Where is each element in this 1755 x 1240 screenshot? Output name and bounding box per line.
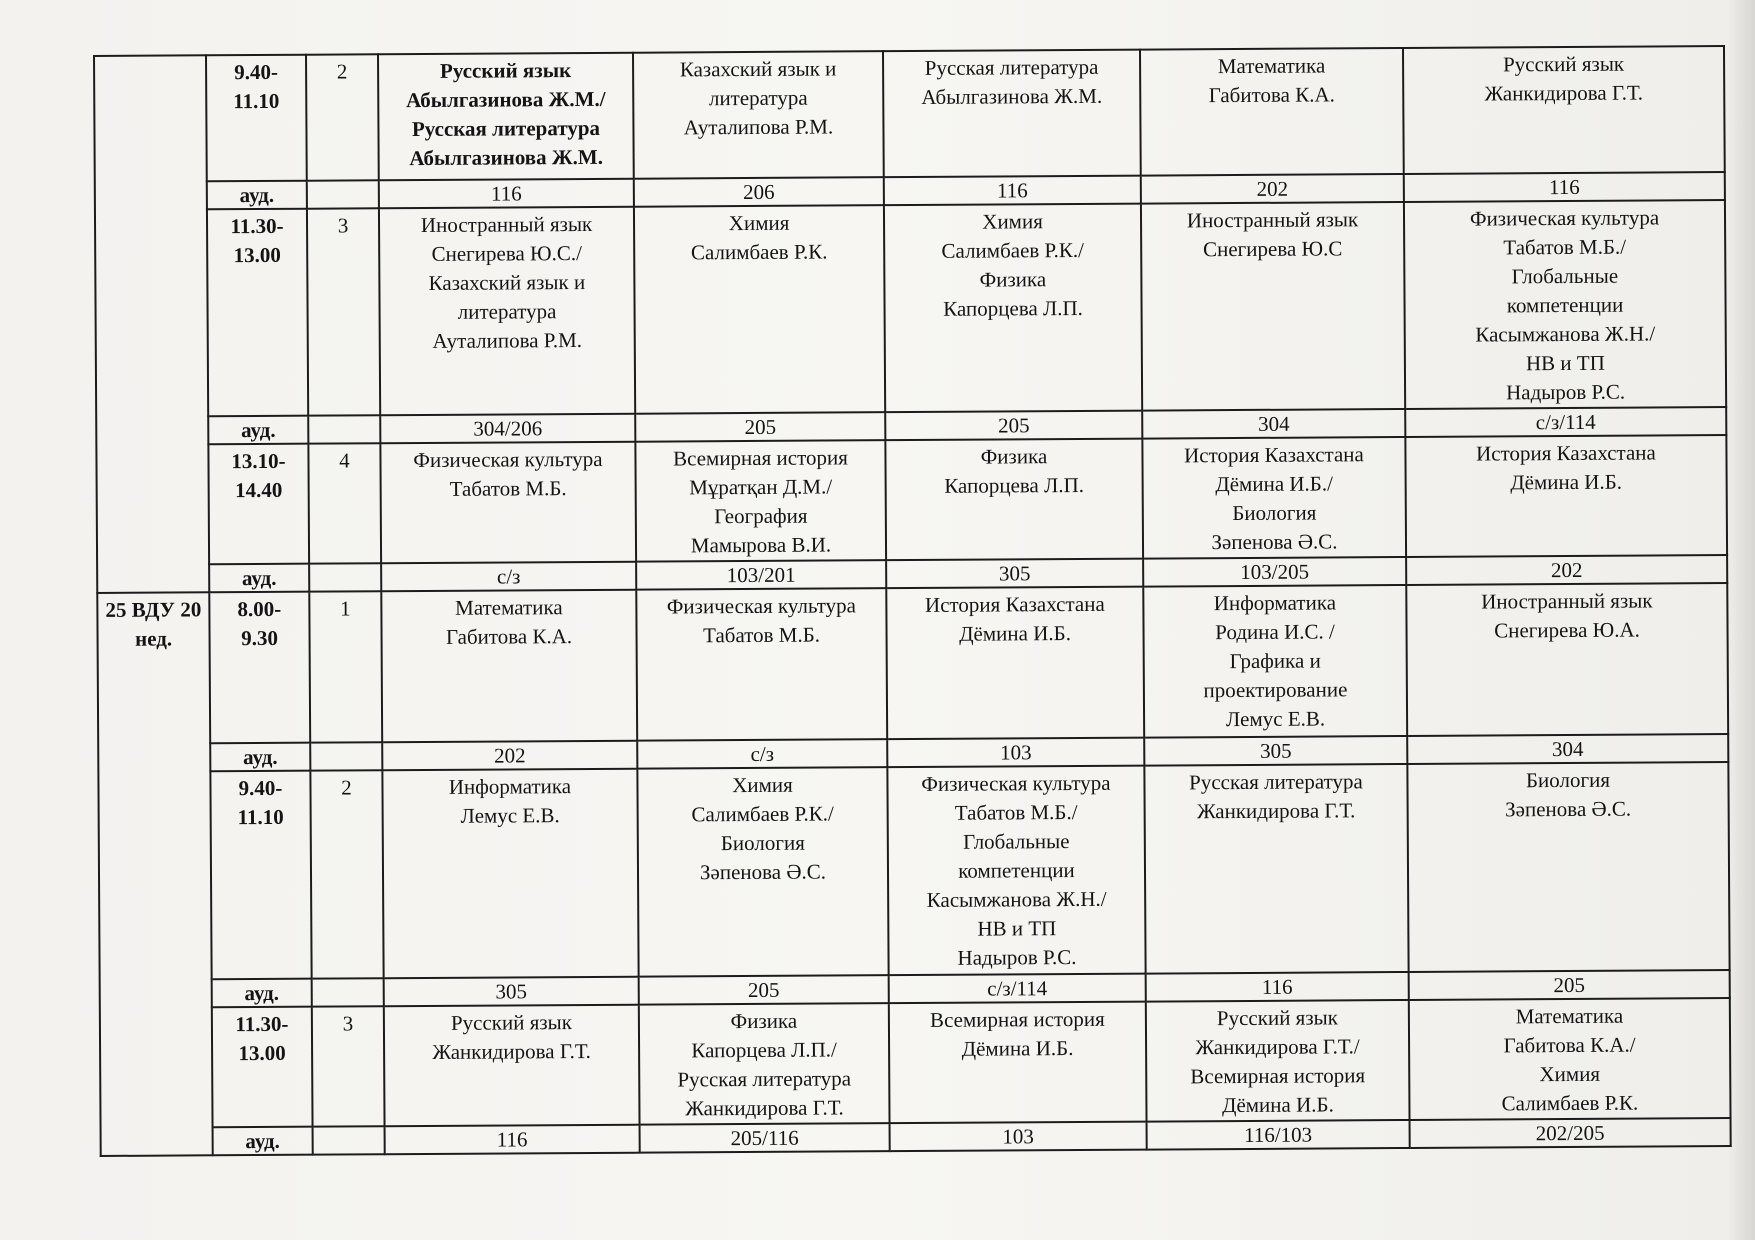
room-number: 116/103: [1147, 1120, 1410, 1150]
subject-cell: [637, 767, 888, 977]
subject-line: Казахский язык и: [679, 56, 837, 82]
subject-line: Снегирева Ю.А.: [1494, 617, 1640, 643]
room-number: 116: [385, 1125, 640, 1155]
subject-line: Информатика: [448, 774, 572, 799]
subject-line: Ауталипова Р.М.: [683, 114, 834, 140]
subject-line: География: [714, 503, 808, 529]
subject-cell: [1144, 764, 1408, 974]
subject-cell: [1407, 762, 1729, 972]
subject-cell: [379, 207, 635, 416]
subject-line: Всемирная история: [1190, 1063, 1366, 1089]
schedule-table: [93, 45, 1732, 1157]
subject-line: Салимбаев Р.К.: [1501, 1090, 1639, 1116]
subject-line: литература: [708, 85, 808, 111]
subject-line: Мұратқан Д.М./: [689, 474, 833, 500]
subject-cell: [381, 590, 637, 743]
day-label-cell: [94, 55, 209, 593]
subject-line: Жанкидирова Г.Т.: [1196, 798, 1356, 824]
auditorium-label: ауд.: [213, 1127, 313, 1156]
lesson-time-line: 9.40-: [234, 59, 279, 85]
subject-line: Химия: [1539, 1061, 1601, 1087]
subject-line: Родина И.С. /: [1215, 619, 1335, 645]
subject-line: Дёмина И.Б.: [1510, 469, 1623, 495]
subject-line: Снегирева Ю.С: [1202, 236, 1343, 262]
subject-line: Ауталипова Р.М.: [432, 328, 583, 353]
room-number: 205: [639, 975, 889, 1005]
lesson-time-line: 11.10: [233, 88, 280, 114]
subject-cell: [1406, 583, 1728, 736]
subject-line: Русский язык: [439, 58, 572, 83]
lesson-time-line: 11.30-: [230, 213, 284, 239]
subject-cell: [1405, 435, 1727, 557]
subject-line: Надыров Р.С.: [957, 945, 1077, 970]
subject-line: литература: [457, 299, 557, 324]
auditorium-blank: [310, 742, 382, 770]
room-number: 103/201: [636, 560, 886, 590]
subject-line: Физическая культура: [921, 770, 1111, 796]
subject-line: Табатов М.Б./: [954, 800, 1078, 825]
subject-line: Иностранный язык: [1481, 588, 1653, 614]
subject-line: Русская литература: [924, 54, 1099, 80]
subject-cell: [885, 439, 1143, 561]
subject-line: Зәпенова Ә.С.: [699, 859, 827, 885]
subject-line: Надыров Р.С.: [1505, 379, 1626, 405]
subject-cell: [639, 1003, 890, 1125]
subject-line: Всемирная история: [673, 445, 848, 471]
subject-line: Глобальные: [1511, 263, 1619, 289]
room-number: 205: [1409, 970, 1730, 1000]
subject-cell: [636, 588, 887, 741]
auditorium-label: ауд.: [207, 181, 307, 210]
subject-line: Лемус Е.В.: [460, 803, 560, 828]
room-number: с/з: [381, 562, 636, 592]
subject-line: История Казахстана: [1476, 440, 1656, 466]
room-number: 202: [1141, 174, 1404, 204]
subject-line: НВ и ТП: [1525, 350, 1605, 376]
subject-line: Иностранный язык: [420, 211, 593, 238]
subject-cell: [1409, 998, 1731, 1120]
auditorium-label: ауд.: [209, 564, 309, 593]
lesson-time-line: 9.30: [241, 625, 279, 651]
room-number: 205/116: [640, 1123, 890, 1153]
subject-line: История Казахстана: [1184, 442, 1364, 468]
room-number: 304/206: [380, 414, 635, 444]
lesson-time-line: 13.00: [238, 1040, 286, 1066]
subject-line: проектирование: [1203, 677, 1348, 703]
lesson-time-line: 9.40-: [238, 775, 283, 801]
lesson-number: 2: [306, 54, 379, 180]
subject-line: Капорцева Л.П./: [691, 1037, 837, 1063]
lesson-row: [100, 998, 1731, 1128]
room-number: с/з: [637, 739, 887, 769]
subject-line: Жанкидирова Г.Т.: [432, 1038, 591, 1064]
room-number: 202: [1406, 555, 1727, 585]
subject-cell: [1142, 437, 1406, 559]
subject-line: Салимбаев Р.К.: [690, 239, 828, 265]
auditorium-blank: [307, 180, 379, 208]
subject-line: Габитова К.А.: [445, 624, 573, 649]
subject-line: Русская литература: [677, 1066, 852, 1092]
subject-line: Капорцева Л.П.: [943, 295, 1083, 321]
subject-line: Габитова К.А./: [1503, 1032, 1636, 1058]
subject-line: Дёмина И.Б.: [1222, 1092, 1334, 1118]
room-number: 305: [384, 977, 639, 1007]
subject-cell: [889, 1002, 1147, 1124]
room-number: с/з/114: [889, 974, 1146, 1004]
subject-line: Биология: [1232, 500, 1317, 526]
subject-cell: [1146, 1000, 1410, 1122]
lesson-number: 3: [307, 208, 380, 415]
subject-line: Зәпенова Ә.С.: [1505, 796, 1632, 822]
subject-cell: [380, 442, 636, 564]
lesson-time: [210, 771, 311, 980]
subject-line: Физика: [979, 267, 1047, 292]
subject-line: Химия: [732, 772, 793, 798]
lesson-time-line: 11.10: [237, 804, 284, 830]
subject-line: компетенции: [958, 858, 1075, 883]
room-number: 304: [1142, 409, 1405, 439]
subject-cell: [886, 587, 1144, 740]
room-number: 202/205: [1410, 1118, 1731, 1148]
subject-line: Габитова К.А.: [1208, 82, 1335, 108]
lesson-time: [208, 444, 309, 565]
subject-cell: [633, 51, 884, 179]
subject-cell: [382, 769, 638, 979]
lesson-time-line: 13.10-: [231, 448, 286, 474]
subject-line: Русский язык: [1216, 1005, 1338, 1031]
auditorium-label: ауд.: [210, 743, 310, 772]
day-label: 25 ВДУ 20 нед.: [105, 597, 202, 651]
room-number: 103/205: [1143, 557, 1406, 587]
subject-line: Физическая культура: [413, 446, 603, 473]
subject-cell: [378, 53, 634, 181]
subject-line: Русский язык: [450, 1010, 573, 1035]
schedule-body: [94, 46, 1731, 1156]
subject-cell: [634, 205, 885, 414]
subject-line: Математика: [1217, 53, 1326, 79]
subject-line: Абылгазинова Ж.М.: [921, 83, 1103, 109]
subject-line: Салимбаев Р.К./: [941, 237, 1084, 263]
lesson-time: [209, 592, 310, 744]
subject-cell: [1403, 46, 1725, 174]
subject-line: Дёмина И.Б./: [1215, 471, 1333, 497]
auditorium-blank: [308, 415, 380, 443]
subject-line: Касымжанова Ж.Н./: [926, 886, 1107, 912]
auditorium-label: ауд.: [208, 416, 308, 445]
subject-line: Снегирева Ю.С./: [431, 241, 582, 266]
subject-line: Зәпенова Ә.С.: [1211, 529, 1338, 555]
room-number: 116: [1404, 172, 1725, 202]
subject-cell: [384, 1005, 640, 1127]
subject-line: Капорцева Л.П.: [944, 472, 1085, 498]
subject-cell: [1140, 48, 1404, 176]
subject-line: НВ и ТП: [977, 916, 1057, 941]
lesson-time-line: 13.00: [233, 242, 281, 268]
subject-line: Графика и: [1229, 648, 1321, 674]
subject-line: Салимбаев Р.К./: [691, 801, 834, 827]
subject-line: Табатов М.Б./: [1503, 234, 1627, 260]
subject-line: Химия: [982, 209, 1043, 234]
lesson-time-line: 8.00-: [237, 596, 282, 622]
auditorium-blank: [312, 978, 384, 1006]
subject-line: Глобальные: [963, 829, 1070, 854]
lesson-time: [207, 209, 308, 417]
room-number: с/з/114: [1405, 407, 1726, 437]
lesson-number: 1: [309, 591, 382, 742]
subject-line: Русская литература: [1189, 769, 1363, 795]
room-number: 202: [382, 741, 637, 771]
subject-line: Математика: [1515, 1003, 1624, 1029]
subject-line: компетенции: [1506, 292, 1624, 318]
subject-line: Казахский язык и: [428, 269, 586, 295]
room-number: 116: [1146, 972, 1409, 1002]
lesson-number: 2: [310, 770, 383, 978]
lesson-number: 3: [312, 1006, 385, 1126]
subject-line: Абылгазинова Ж.М.: [409, 144, 604, 171]
lesson-row: [95, 200, 1726, 417]
subject-line: Иностранный язык: [1186, 207, 1359, 233]
subject-cell: [883, 50, 1141, 178]
subject-line: Математика: [455, 595, 563, 620]
subject-line: Физическая культура: [666, 593, 857, 619]
room-number: 205: [885, 411, 1142, 441]
subject-line: Табатов М.Б.: [703, 622, 821, 648]
subject-line: Абылгазинова Ж.М./: [405, 86, 606, 113]
subject-line: Химия: [728, 210, 790, 236]
subject-cell: [1143, 585, 1407, 738]
subject-cell: [887, 766, 1145, 976]
subject-line: Жанкидирова Г.Т./: [1195, 1034, 1360, 1060]
auditorium-blank: [309, 563, 381, 591]
subject-cell: [1404, 200, 1726, 409]
subject-line: Биология: [1525, 767, 1611, 793]
room-number: 116: [379, 179, 634, 209]
lesson-number: 4: [308, 443, 381, 563]
room-number: 103: [887, 738, 1144, 768]
room-number: 206: [634, 177, 884, 207]
lesson-time: [212, 1007, 313, 1128]
page-edge-shadow: [1727, 0, 1755, 1240]
auditorium-blank: [313, 1126, 385, 1154]
subject-line: Лемус Е.В.: [1225, 706, 1326, 732]
lesson-row: [96, 435, 1727, 565]
subject-line: Жанкидирова Г.Т.: [685, 1095, 844, 1121]
subject-line: Мамырова В.И.: [690, 532, 832, 558]
room-number: 304: [1407, 734, 1728, 764]
subject-cell: [1141, 202, 1405, 411]
subject-line: Табатов М.Б.: [449, 476, 567, 501]
subject-cell: [884, 204, 1142, 413]
subject-line: Информатика: [1213, 590, 1337, 616]
room-number: 116: [884, 176, 1141, 206]
lesson-time-line: 14.40: [234, 477, 283, 503]
subject-line: Русская литература: [411, 115, 601, 142]
room-number: 305: [1144, 736, 1407, 766]
lesson-time: [206, 55, 307, 182]
subject-line: Дёмина И.Б.: [961, 1036, 1074, 1061]
lesson-row: [98, 762, 1729, 980]
day-label-cell: [97, 592, 212, 1156]
room-number: 305: [886, 559, 1143, 589]
subject-line: Касымжанова Ж.Н./: [1475, 321, 1656, 347]
subject-line: Всемирная история: [929, 1006, 1105, 1032]
subject-line: История Казахстана: [924, 591, 1105, 617]
lesson-time-line: 11.30-: [235, 1011, 289, 1037]
lesson-row: [94, 46, 1725, 182]
subject-line: Жанкидирова Г.Т.: [1484, 80, 1644, 106]
subject-line: Физика: [980, 444, 1048, 469]
subject-line: Биология: [720, 830, 805, 856]
subject-line: Физическая культура: [1469, 205, 1660, 231]
subject-line: Физика: [730, 1008, 798, 1034]
lesson-row: [97, 583, 1728, 744]
subject-line: Русский язык: [1502, 51, 1625, 77]
auditorium-label: ауд.: [212, 979, 312, 1008]
subject-cell: [635, 440, 886, 562]
room-number: 103: [890, 1122, 1147, 1152]
room-number: 205: [635, 412, 885, 442]
subject-line: Дёмина И.Б.: [959, 621, 1071, 646]
